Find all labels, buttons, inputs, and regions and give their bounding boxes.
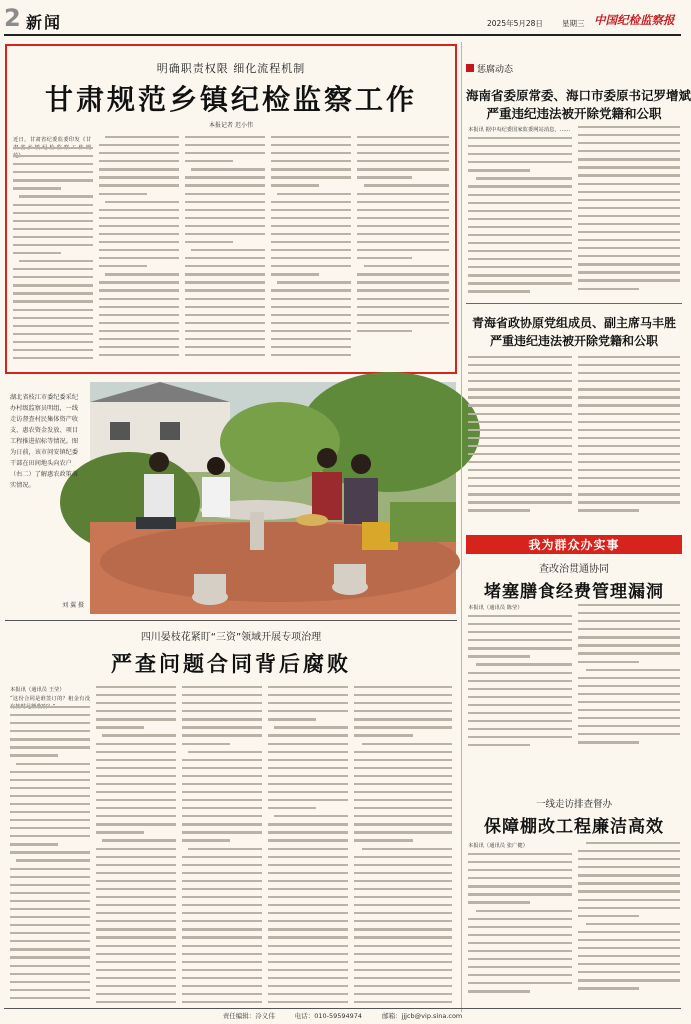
sichuan-body-col2 xyxy=(96,686,176,1006)
page-header xyxy=(0,0,685,34)
sichuan-body-col4 xyxy=(268,686,348,1006)
sichuan-top-rule xyxy=(5,620,457,621)
lead-byline: 本报记者 迟小伟 xyxy=(209,122,253,129)
issue-weekday: 星期三 xyxy=(562,19,585,28)
hainan-body-col2 xyxy=(578,126,680,297)
farmer-body-col2 xyxy=(578,842,680,1003)
issue-date: 2025年5月28日 xyxy=(487,19,543,28)
sichuan-body-col1 xyxy=(10,706,90,1006)
header-rule xyxy=(4,34,681,36)
service-title: 堵塞膳食经费管理漏洞 xyxy=(484,582,664,602)
sichuan-body-col3 xyxy=(182,686,262,1006)
service-body-col2 xyxy=(578,604,680,750)
lead-first-paragraph: 近日，甘肃省纪委监委印发《甘 xyxy=(13,137,91,143)
section-name: 新闻 xyxy=(26,13,63,32)
news-photo xyxy=(90,382,456,614)
sichuan-first-paragraph: “这份合同是谁签订的？租金有没 xyxy=(10,696,90,702)
hainan-body-col1 xyxy=(468,137,572,297)
hainan-title-line2: 严重违纪违法被开除党籍和公职 xyxy=(486,106,662,121)
lead-kicker: 明确职责权限 细化流程机制 xyxy=(156,62,306,75)
sichuan-body-col5 xyxy=(354,686,452,1006)
qinghai-title-line1: 青海省政协原党组成员、副主席马丰胜 xyxy=(471,316,676,330)
hainan-first-paragraph: 本报讯 据中央纪委国家监委网站消息，…… xyxy=(468,127,571,133)
footer-rule xyxy=(4,1008,681,1009)
lead-body-col3 xyxy=(185,136,265,365)
service-kicker: 查改治贯通协同 xyxy=(539,564,609,575)
service-body-col1 xyxy=(468,615,572,750)
photo-caption: 湖北省枝江市委纪委采纪办村级监察员明组，一线走访督查村民集体资产收支、惠农资金发放、项目工程推进招标等情况。图为日前，该市问安镇纪委干部在田间地头向农户（右二）了解惠农政策落实情况。 xyxy=(10,394,79,489)
lead-body-col5 xyxy=(357,136,449,365)
lead-title: 甘肃规范乡镇纪检监察工作 xyxy=(44,83,417,116)
farmer-kicker: 一线走访排查督办 xyxy=(535,799,612,810)
sichuan-title: 严查问题合同背后腐败 xyxy=(111,652,351,676)
farmer-title: 保障棚改工程廉洁高效 xyxy=(484,817,664,837)
lead-body-col1 xyxy=(13,147,93,365)
qinghai-title-line2: 严重违纪违法被开除党籍和公职 xyxy=(489,334,658,348)
hainan-bottom-rule xyxy=(466,303,682,304)
farmer-body-col1 xyxy=(468,853,572,1003)
hainan-title-line1: 海南省委原常委、海口市委原书记罗增斌 xyxy=(466,88,691,103)
qinghai-body-col1 xyxy=(468,356,572,516)
service-byline: 本报讯（通讯员 陈莹） xyxy=(468,605,523,611)
main-column-divider xyxy=(461,42,462,1012)
masthead-logo: 中国纪检监察报 xyxy=(594,13,675,27)
lead-body-col2 xyxy=(99,136,179,365)
footer-bar xyxy=(4,1011,681,1022)
footer-email[interactable]: 邮箱：jjjcb@vip.sina.com xyxy=(382,1012,463,1020)
section-label-text: 惩腐动态 xyxy=(477,64,514,75)
sichuan-byline: 本报讯（通讯员 王莹） xyxy=(10,687,65,693)
page-number: 2 xyxy=(4,4,21,32)
news-photo-illustration xyxy=(90,382,456,614)
service-banner-text: 我为群众办实事 xyxy=(528,538,620,552)
photo-credit: 刘 翼 摄 xyxy=(62,602,84,609)
farmer-byline: 本报讯（通讯员 张广健） xyxy=(468,843,528,849)
footer-phone: 电话：010-59594974 xyxy=(294,1012,363,1020)
section-marker-icon xyxy=(466,64,474,72)
sichuan-kicker: 四川晏枝花紧盯“三资”领域开展专项治理 xyxy=(140,632,322,643)
lead-body-col4 xyxy=(271,136,351,365)
anti-corruption-label xyxy=(466,62,513,74)
qinghai-body-col2 xyxy=(578,356,680,516)
service-banner xyxy=(466,535,682,554)
footer-editor: 责任编辑：冷义伟 xyxy=(222,1012,275,1020)
